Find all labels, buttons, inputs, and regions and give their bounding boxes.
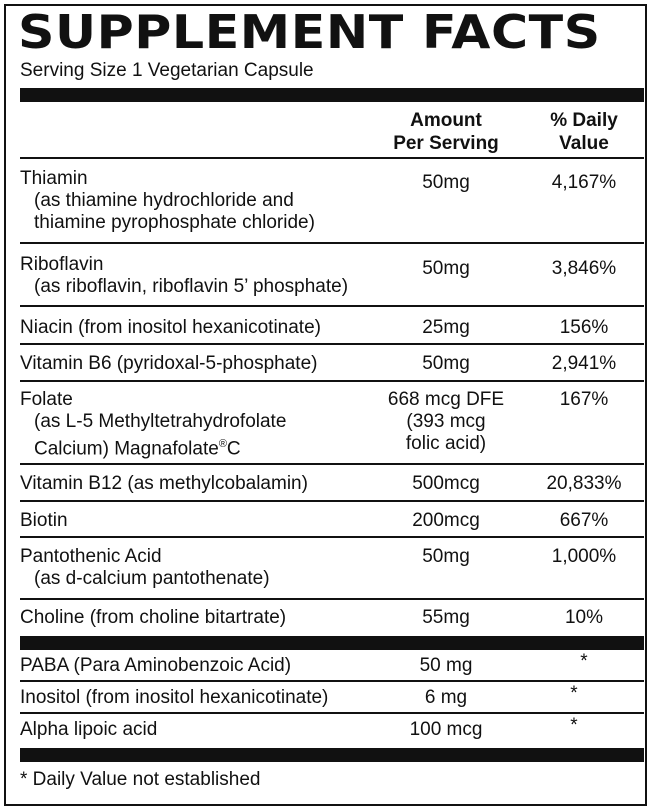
supplement-facts-panel xyxy=(4,4,647,806)
dv-biotin: 667% xyxy=(559,510,609,531)
amount-riboflavin: 50mg xyxy=(422,258,470,279)
header-rule xyxy=(20,157,644,159)
dv-folate: 167% xyxy=(559,389,609,410)
dv-pantothenic-acid: 1,000% xyxy=(551,546,617,567)
row-rule xyxy=(20,380,644,382)
dv-alpha-lipoic-acid: * xyxy=(570,715,578,736)
serving-size: Serving Size 1 Vegetarian Capsule xyxy=(20,60,314,81)
nutrient-pantothenic-acid: Pantothenic Acid (as d-calcium pantothenate) xyxy=(20,546,270,589)
ingredient-alpha-lipoic-acid: Alpha lipoic acid xyxy=(20,719,158,740)
amount-inositol: 6 mg xyxy=(424,687,468,708)
nutrient-choline: Choline (from choline bitartrate) xyxy=(20,607,287,628)
dv-niacin: 156% xyxy=(559,317,609,338)
amount-choline: 55mg xyxy=(422,607,470,628)
amount-vitamin-b6: 50mg xyxy=(422,353,470,374)
row-rule xyxy=(20,500,644,502)
amount-per-serving-header xyxy=(366,109,526,155)
row-rule xyxy=(20,598,644,600)
amount-thiamin: 50mg xyxy=(422,172,470,193)
row-rule xyxy=(20,680,644,682)
amount-paba: 50 mg xyxy=(419,655,473,676)
nutrient-biotin: Biotin xyxy=(20,510,68,531)
amount-biotin: 200mcg xyxy=(412,510,480,531)
registered-mark: ® xyxy=(218,438,227,450)
thick-divider-middle xyxy=(20,636,644,650)
amount-vitamin-b12: 500mcg xyxy=(412,473,480,494)
row-rule xyxy=(20,305,644,307)
row-rule xyxy=(20,536,644,538)
ingredient-inositol: Inositol (from inositol hexanicotinate) xyxy=(20,687,329,708)
daily-value-header xyxy=(526,109,642,155)
dv-vitamin-b12: 20,833% xyxy=(546,473,622,494)
row-rule xyxy=(20,712,644,714)
dv-riboflavin: 3,846% xyxy=(551,258,617,279)
nutrient-folate: Folate (as L-5 Methyltetrahydrofolate Calcium) Magnafolate®C xyxy=(20,389,287,460)
dv-vitamin-b6: 2,941% xyxy=(551,353,617,374)
dv-paba: * xyxy=(580,651,588,672)
amount-pantothenic-acid: 50mg xyxy=(422,546,470,567)
amount-niacin: 25mg xyxy=(422,317,470,338)
nutrient-vitamin-b12: Vitamin B12 (as methylcobalamin) xyxy=(20,473,308,494)
amount-folate: 668 mcg DFE (393 mcg folic acid) xyxy=(387,389,505,454)
dv-inositol: * xyxy=(570,683,578,704)
row-rule xyxy=(20,343,644,345)
row-rule xyxy=(20,463,644,465)
nutrient-riboflavin: Riboflavin (as riboflavin, riboflavin 5’ phosphate) xyxy=(20,254,349,297)
amount-header-line1: Amount xyxy=(410,110,482,131)
row-rule xyxy=(20,242,644,244)
panel-title: SUPPLEMENT FACTS xyxy=(18,5,601,59)
dv-header-line2: Value xyxy=(559,133,609,154)
footnote: * Daily Value not established xyxy=(20,769,261,790)
amount-header-line2: Per Serving xyxy=(393,133,499,154)
dv-header-line1: % Daily xyxy=(550,110,618,131)
dv-thiamin: 4,167% xyxy=(551,172,617,193)
thick-divider-bottom xyxy=(20,748,644,762)
amount-alpha-lipoic-acid: 100 mcg xyxy=(409,719,483,740)
ingredient-paba: PABA (Para Aminobenzoic Acid) xyxy=(20,655,292,676)
dv-choline: 10% xyxy=(564,607,604,628)
nutrient-niacin: Niacin (from inositol hexanicotinate) xyxy=(20,317,321,338)
nutrient-thiamin: Thiamin (as thiamine hydrochloride and thiamine pyrophosphate chloride) xyxy=(20,168,315,233)
nutrient-vitamin-b6: Vitamin B6 (pyridoxal-5-phosphate) xyxy=(20,353,318,374)
thick-divider-top xyxy=(20,88,644,102)
